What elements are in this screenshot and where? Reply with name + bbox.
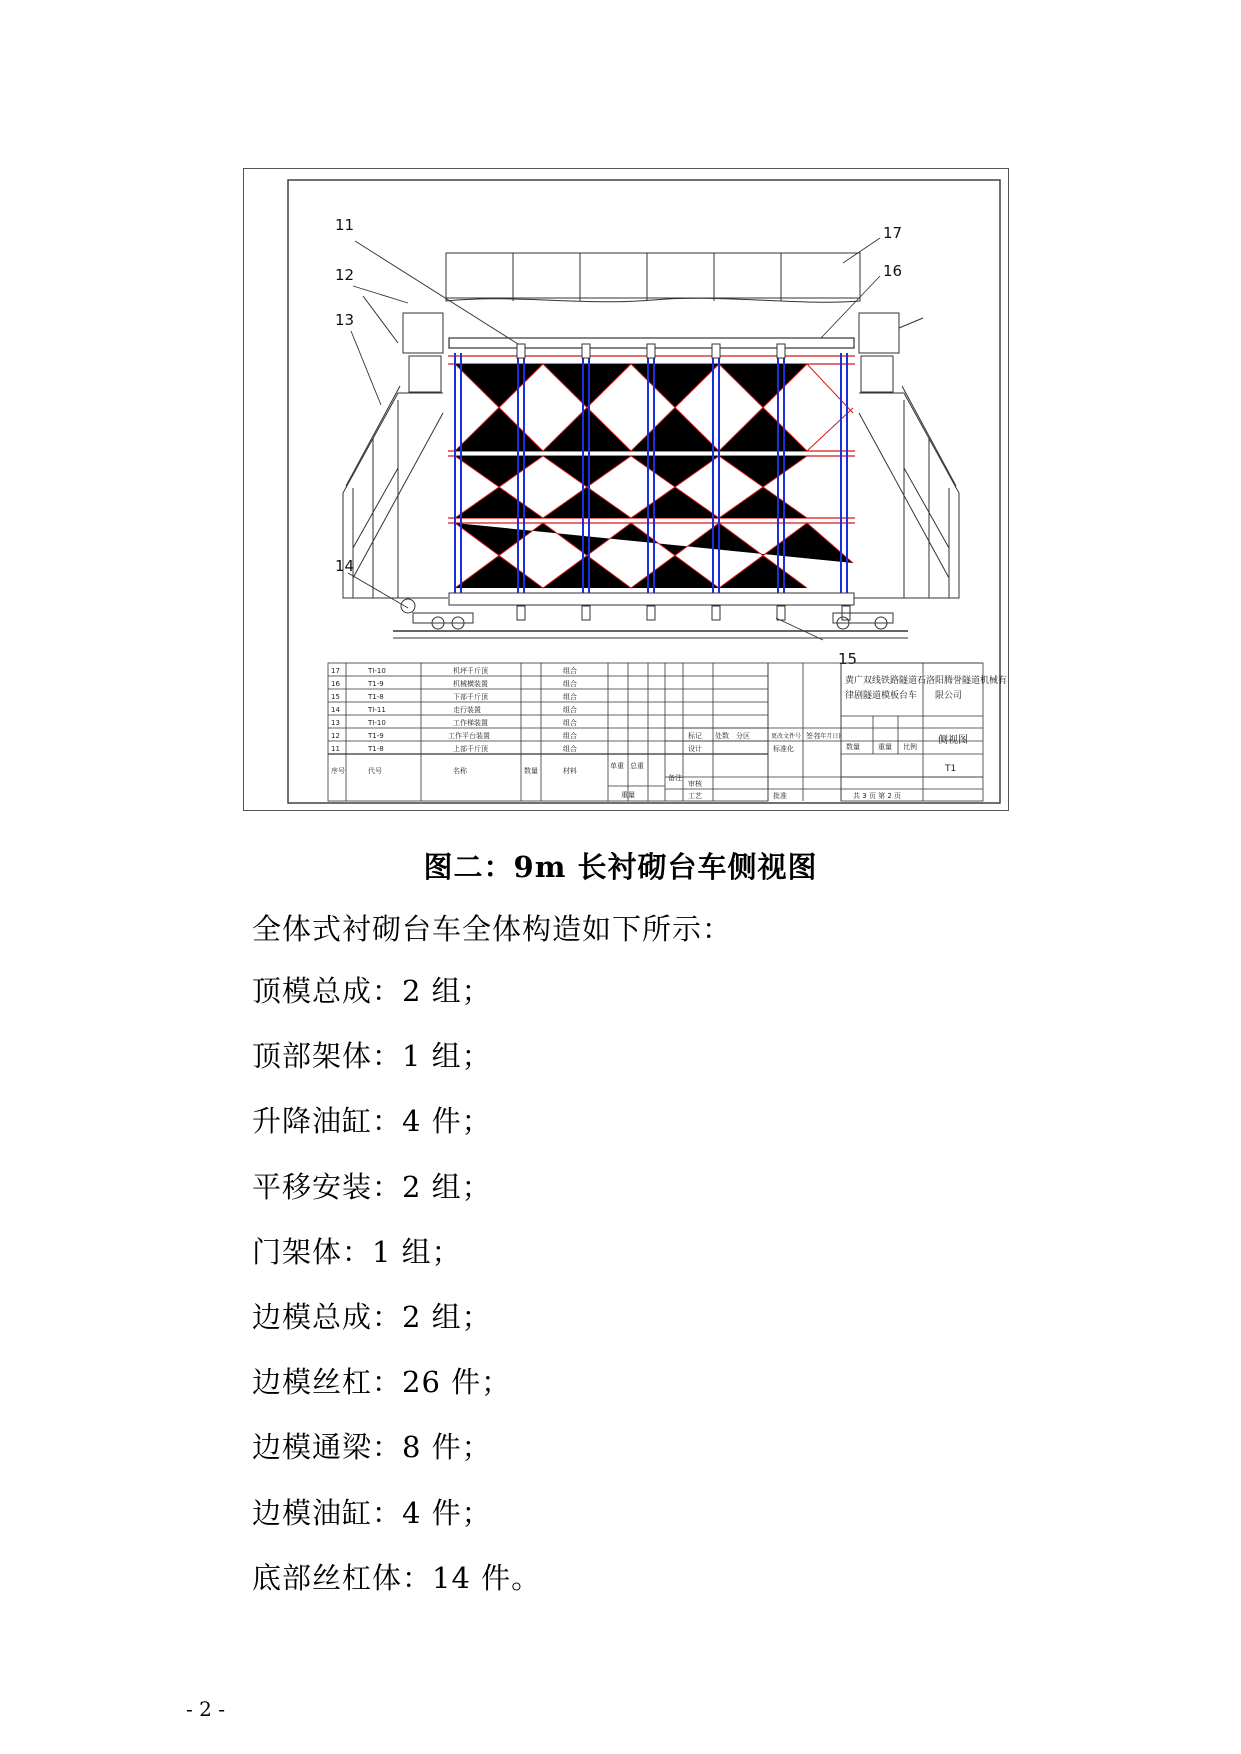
header-code: 代号 [368,767,382,775]
svg-text:TI-10: TI-10 [368,667,386,675]
svg-text:T1-8: T1-8 [368,693,384,701]
signoff-approve: 批准 [773,792,787,800]
project-line-1: 黄广双线铁路隧道石 [845,676,927,686]
signoff-process: 工艺 [688,792,702,800]
svg-text:下部千斤顶: 下部千斤顶 [453,693,488,701]
callout-17: 17 [883,224,903,242]
side-view-drawing [243,168,1009,811]
svg-text:组合: 组合 [563,732,577,740]
signoff-zone: 分区 [736,732,750,740]
company-line-1: 洛阳腾誉隧道机械有 [926,676,1008,686]
component-list [252,972,541,1624]
header-unit-weight: 单重 [610,762,624,770]
list-item: 边模油缸：4 件； [252,1495,492,1530]
svg-text:13: 13 [331,719,340,727]
svg-text:TI-11: TI-11 [368,706,386,714]
callout-12: 12 [335,266,355,284]
svg-text:组合: 组合 [563,693,577,701]
callout-14: 14 [335,557,355,575]
drawing-number: T1 [945,764,957,774]
list-item: 顶模总成：2 组； [252,974,492,1008]
svg-text:机械横装置: 机械横装置 [453,680,488,688]
header-remark: 备注 [668,774,682,782]
svg-text:组合: 组合 [563,745,577,753]
header-qty: 数量 [524,767,538,775]
svg-text:T1-9: T1-9 [368,732,384,740]
sheet-count: 共 3 页 第 2 页 [853,792,902,800]
intro-text: 全体式衬砌台车全体构造如下所示： [252,912,733,946]
list-item: 平移安装：2 组； [252,1169,492,1204]
page-number: - 2 - [186,1697,225,1721]
signoff-count: 处数 [715,732,729,740]
svg-text:T1-8: T1-8 [368,745,384,753]
signoff-change-doc: 更改文件号 [771,733,802,740]
figure-caption: 图二：9m 长衬砌台车侧视图 [423,850,818,884]
svg-text:组合: 组合 [563,706,577,714]
header-weight: 重量 [621,791,635,799]
company-line-2: 限公司 [935,691,963,701]
signoff-review: 审核 [688,780,702,788]
svg-text:组合: 组合 [563,719,577,727]
project-line-2: 律剧隧道模板台车 [845,691,918,701]
scale-label: 比例 [903,743,917,751]
list-item: 顶部架体：1 组； [252,1039,492,1074]
count-label: 数量 [846,743,860,751]
svg-text:17: 17 [331,667,340,675]
list-item: 门架体：1 组； [252,1234,462,1269]
header-no: 序号 [331,767,345,775]
signoff-standardization: 标准化 [773,745,794,753]
list-item: 底部丝杠体：14 件。 [252,1560,542,1595]
svg-text:组合: 组合 [563,680,577,688]
list-item: 升降油缸：4 件； [252,1104,492,1139]
callout-11: 11 [335,216,355,234]
svg-text:组合: 组合 [563,667,577,675]
callout-13: 13 [335,311,355,329]
svg-text:TI-10: TI-10 [368,719,386,727]
view-name: 侧视图 [938,735,968,746]
svg-text:14: 14 [331,706,340,714]
weight-label: 重量 [878,743,892,751]
header-name: 名称 [453,767,467,775]
header-material: 材料 [563,767,577,775]
callout-16: 16 [883,262,903,280]
svg-text:12: 12 [331,732,340,740]
callout-15: 15 [838,650,858,668]
svg-text:工作平台装置: 工作平台装置 [448,732,490,740]
signoff-mark: 标记 [688,732,702,740]
svg-text:工作梯装置: 工作梯装置 [453,719,488,727]
svg-text:走行装置: 走行装置 [453,706,481,714]
svg-text:15: 15 [331,693,340,701]
svg-text:T1-9: T1-9 [368,680,384,688]
list-item: 边模丝杠：26 件； [252,1365,512,1400]
list-item: 边模总成：2 组； [252,1299,492,1334]
list-item: 边模通梁：8 件； [252,1430,492,1465]
svg-text:11: 11 [331,745,340,753]
signoff-design: 设计 [688,745,702,753]
svg-text:上部千斤顶: 上部千斤顶 [453,745,488,753]
svg-text:机坪千斤顶: 机坪千斤顶 [453,667,488,675]
signoff-date: (年月日) [818,733,841,740]
header-total-weight: 总重 [630,762,644,770]
svg-text:16: 16 [331,680,340,688]
signoff-signature: 签名 [806,732,820,740]
